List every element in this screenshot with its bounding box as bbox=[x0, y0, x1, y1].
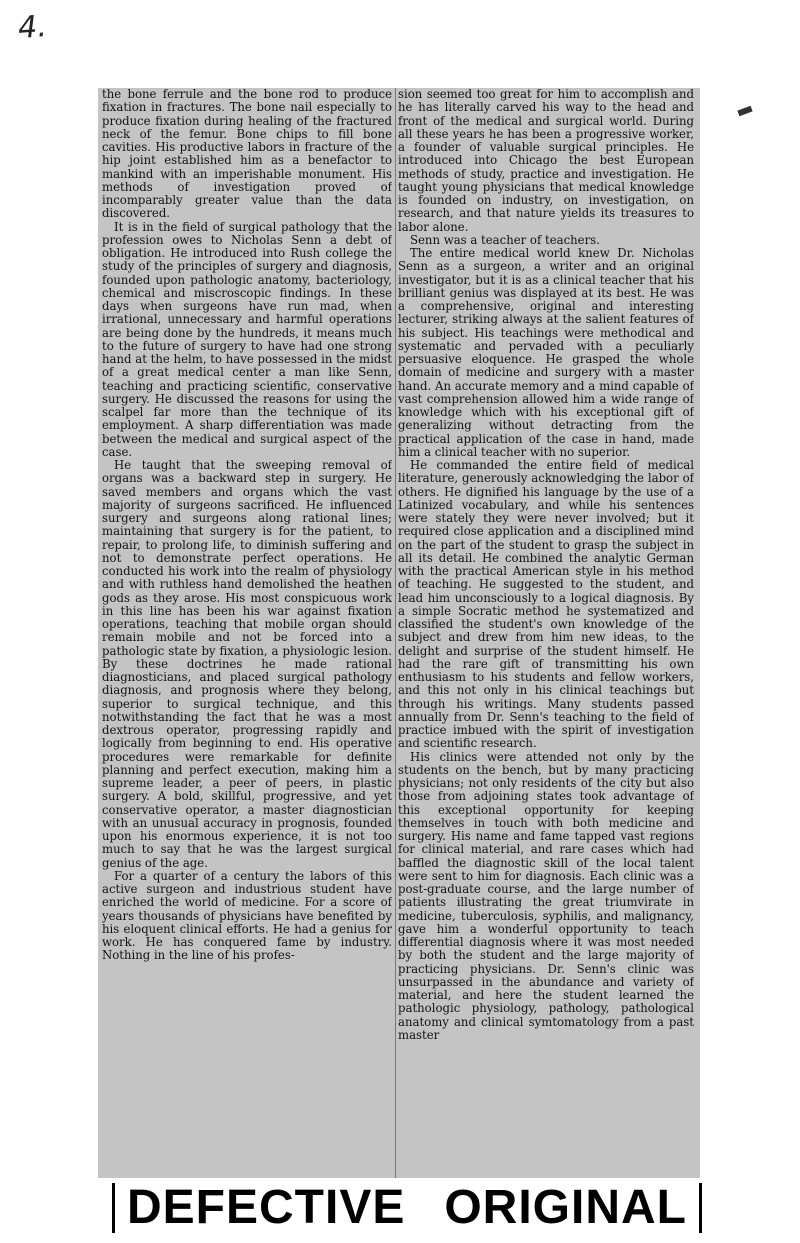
article-paragraph: For a quarter of a century the labors of this active surgeon and industrious student have enriched the world of medicine. For a score of years thousands of physicians have benefited by his eloquent clinical efforts. He had a genius for work. He has conquered fame by industry. Nothing in the line of his profes- bbox=[102, 868, 392, 963]
article-column-right bbox=[398, 88, 694, 1178]
article-paragraph: His clinics were attended not only by the students on the bench, but by many practicing physicians; not only residents of the city but also those from adjoining states took advantage of this exceptional opportunity for keeping themselves in touch with both medicine and surgery. His name and fame tapped vast regions for clinical material, and rare cases which had baffled the diagnostic skill of the local talent were sent to him for diagnosis. Each clinic was a post-graduate course, and the large number of patients illustrating the great triumvirate in medicine, tuberculosis, syphilis, and malignancy, gave him a wonderful opportunity to teach differential diagnosis where it was most needed by both the student and the large majority of practicing physicians. Dr. Senn's clinic was unsurpassed in the abundance and variety of material, and here the student learned the pathologic physiology, pathology, pathological anatomy and clinical symtomatology from a past master bbox=[398, 749, 694, 1042]
article-paragraph: the bone ferrule and the bone rod to produce fixation in fractures. The bone nail especially to produce fixation during healing of the fractured neck of the femur. Bone chips to fill bone cavities. His productive labors in fracture of the hip joint established him as a benefactor to mankind with an imperishable monument. His methods of investigation proved of incomparably greater value than the data discovered. bbox=[102, 88, 392, 221]
article-paragraph: The entire medical world knew Dr. Nicholas Senn as a surgeon, a writer and an original investigator, but it is as a clinical teacher that his brilliant genius was displayed at its best. He was a comprehensive, original and interesting lecturer, striking always at the salient features of his subject. His teachings were methodical and systematic and pervaded with a peculiarly persuasive eloquence. He grasped the whole domain of medicine and surgery with a master hand. An accurate memory and a mind capable of vast comprehension allowed him a wide range of knowledge which with his exceptional gift of generalizing without detracting from the practical application of the case in hand, made him a clinical teacher with no superior. bbox=[398, 246, 694, 459]
column-divider bbox=[395, 88, 396, 1178]
defective-original-stamp bbox=[112, 1183, 702, 1233]
newspaper-clipping bbox=[98, 88, 700, 1178]
article-paragraph: It is in the field of surgical pathology that the profession owes to Nicholas Senn a debt of obligation. He introduced into Rush college the study of the principles of surgery and diagnosis, founded upon pathologic anatomy, bacteriology, chemical and miscroscopic findings. In these days when surgeons have run mad, when irrational, unnecessary and harmful operations are being done by the hundreds, it means much to the future of surgery to have had one strong hand at the helm, to have possessed in the midst of a great medical center a man like Senn, teaching and practicing scientific, conservative surgery. He discussed the reasons for using the scalpel far more than the technique of its employment. A sharp differentiation was made between the medical and surgical aspect of the case. bbox=[102, 219, 392, 459]
article-paragraph: Senn was a teacher of teachers. bbox=[410, 232, 600, 247]
stamp-word-original: ORIGINAL bbox=[444, 1181, 687, 1234]
page-number: 4. bbox=[16, 9, 48, 46]
article-paragraph: sion seemed too great for him to accomplish and he has literally carved his way to the head and front of the medical and surgical world. During all these years he has been a progressive worker, a founder of valuable surgical principles. He introduced into Chicago the best European methods of study, practice and investigation. He taught young physicians that medical knowledge is founded on industry, on investigation, on research, and that nature yields its treasures to labor alone. bbox=[398, 88, 694, 234]
article-paragraph: He commanded the entire field of medical literature, generously acknowledging the labor of others. He dignified his language by the use of a Latinized vocabulary, and while his sentences were stately they were never involved; but it required close application and a disciplined mind on the part of the student to grasp the subject in all its detail. He combined the analytic German with the practical American style in his method of teaching. He suggested to the student, and lead him unconsciously to a logical diagnosis. By a simple Socratic method he systematized and classified the student's own knowledge of the subject and drew from him new ideas, to the delight and surprise of the student himself. He had the rare gift of transmitting his own enthusiasm to his students and fellow workers, and this not only in his clinical teachings but through his writings. Many students passed annually from Dr. Senn's teaching to the field of practice imbued with the spirit of investigation and scientific research. bbox=[398, 458, 694, 751]
article-column-left bbox=[102, 88, 392, 1178]
stamp-word-defective: DEFECTIVE bbox=[127, 1181, 406, 1234]
margin-mark bbox=[737, 106, 752, 116]
article-paragraph: He taught that the sweeping removal of organs was a backward step in surgery. He saved members and organs which the vast majority of surgeons sacrificed. He influenced surgery and surgeons along rational lines; maintaining that surgery is for the patient, to repair, to prolong life, to diminish suffering and not to demonstrate perfect operations. He conducted his work into the realm of physiology and with ruthless hand demolished the heathen gods as they arose. His most conspicuous work in this line has been his war against fixation operations, teaching that mobile organ should remain mobile and not be forced into a pathologic state by fixation, a physiologic lesion. By these doctrines he made rational diagnosticians, and placed surgical pathology diagnosis, and prognosis where they belong, superior to surgical technique, and this notwithstanding the fact that he was a most dextrous operator, progressing rapidly and logically from beginning to end. His operative procedures were remarkable for definite planning and perfect execution, making him a supreme leader, a peer of peers, in plastic surgery. A bold, skillful, progressive, and yet conservative operator, a master diagnostician with an unusual accuracy in prognosis, founded upon his enormous experience, it is not too much to say that he was the largest surgical genius of the age. bbox=[102, 458, 392, 870]
